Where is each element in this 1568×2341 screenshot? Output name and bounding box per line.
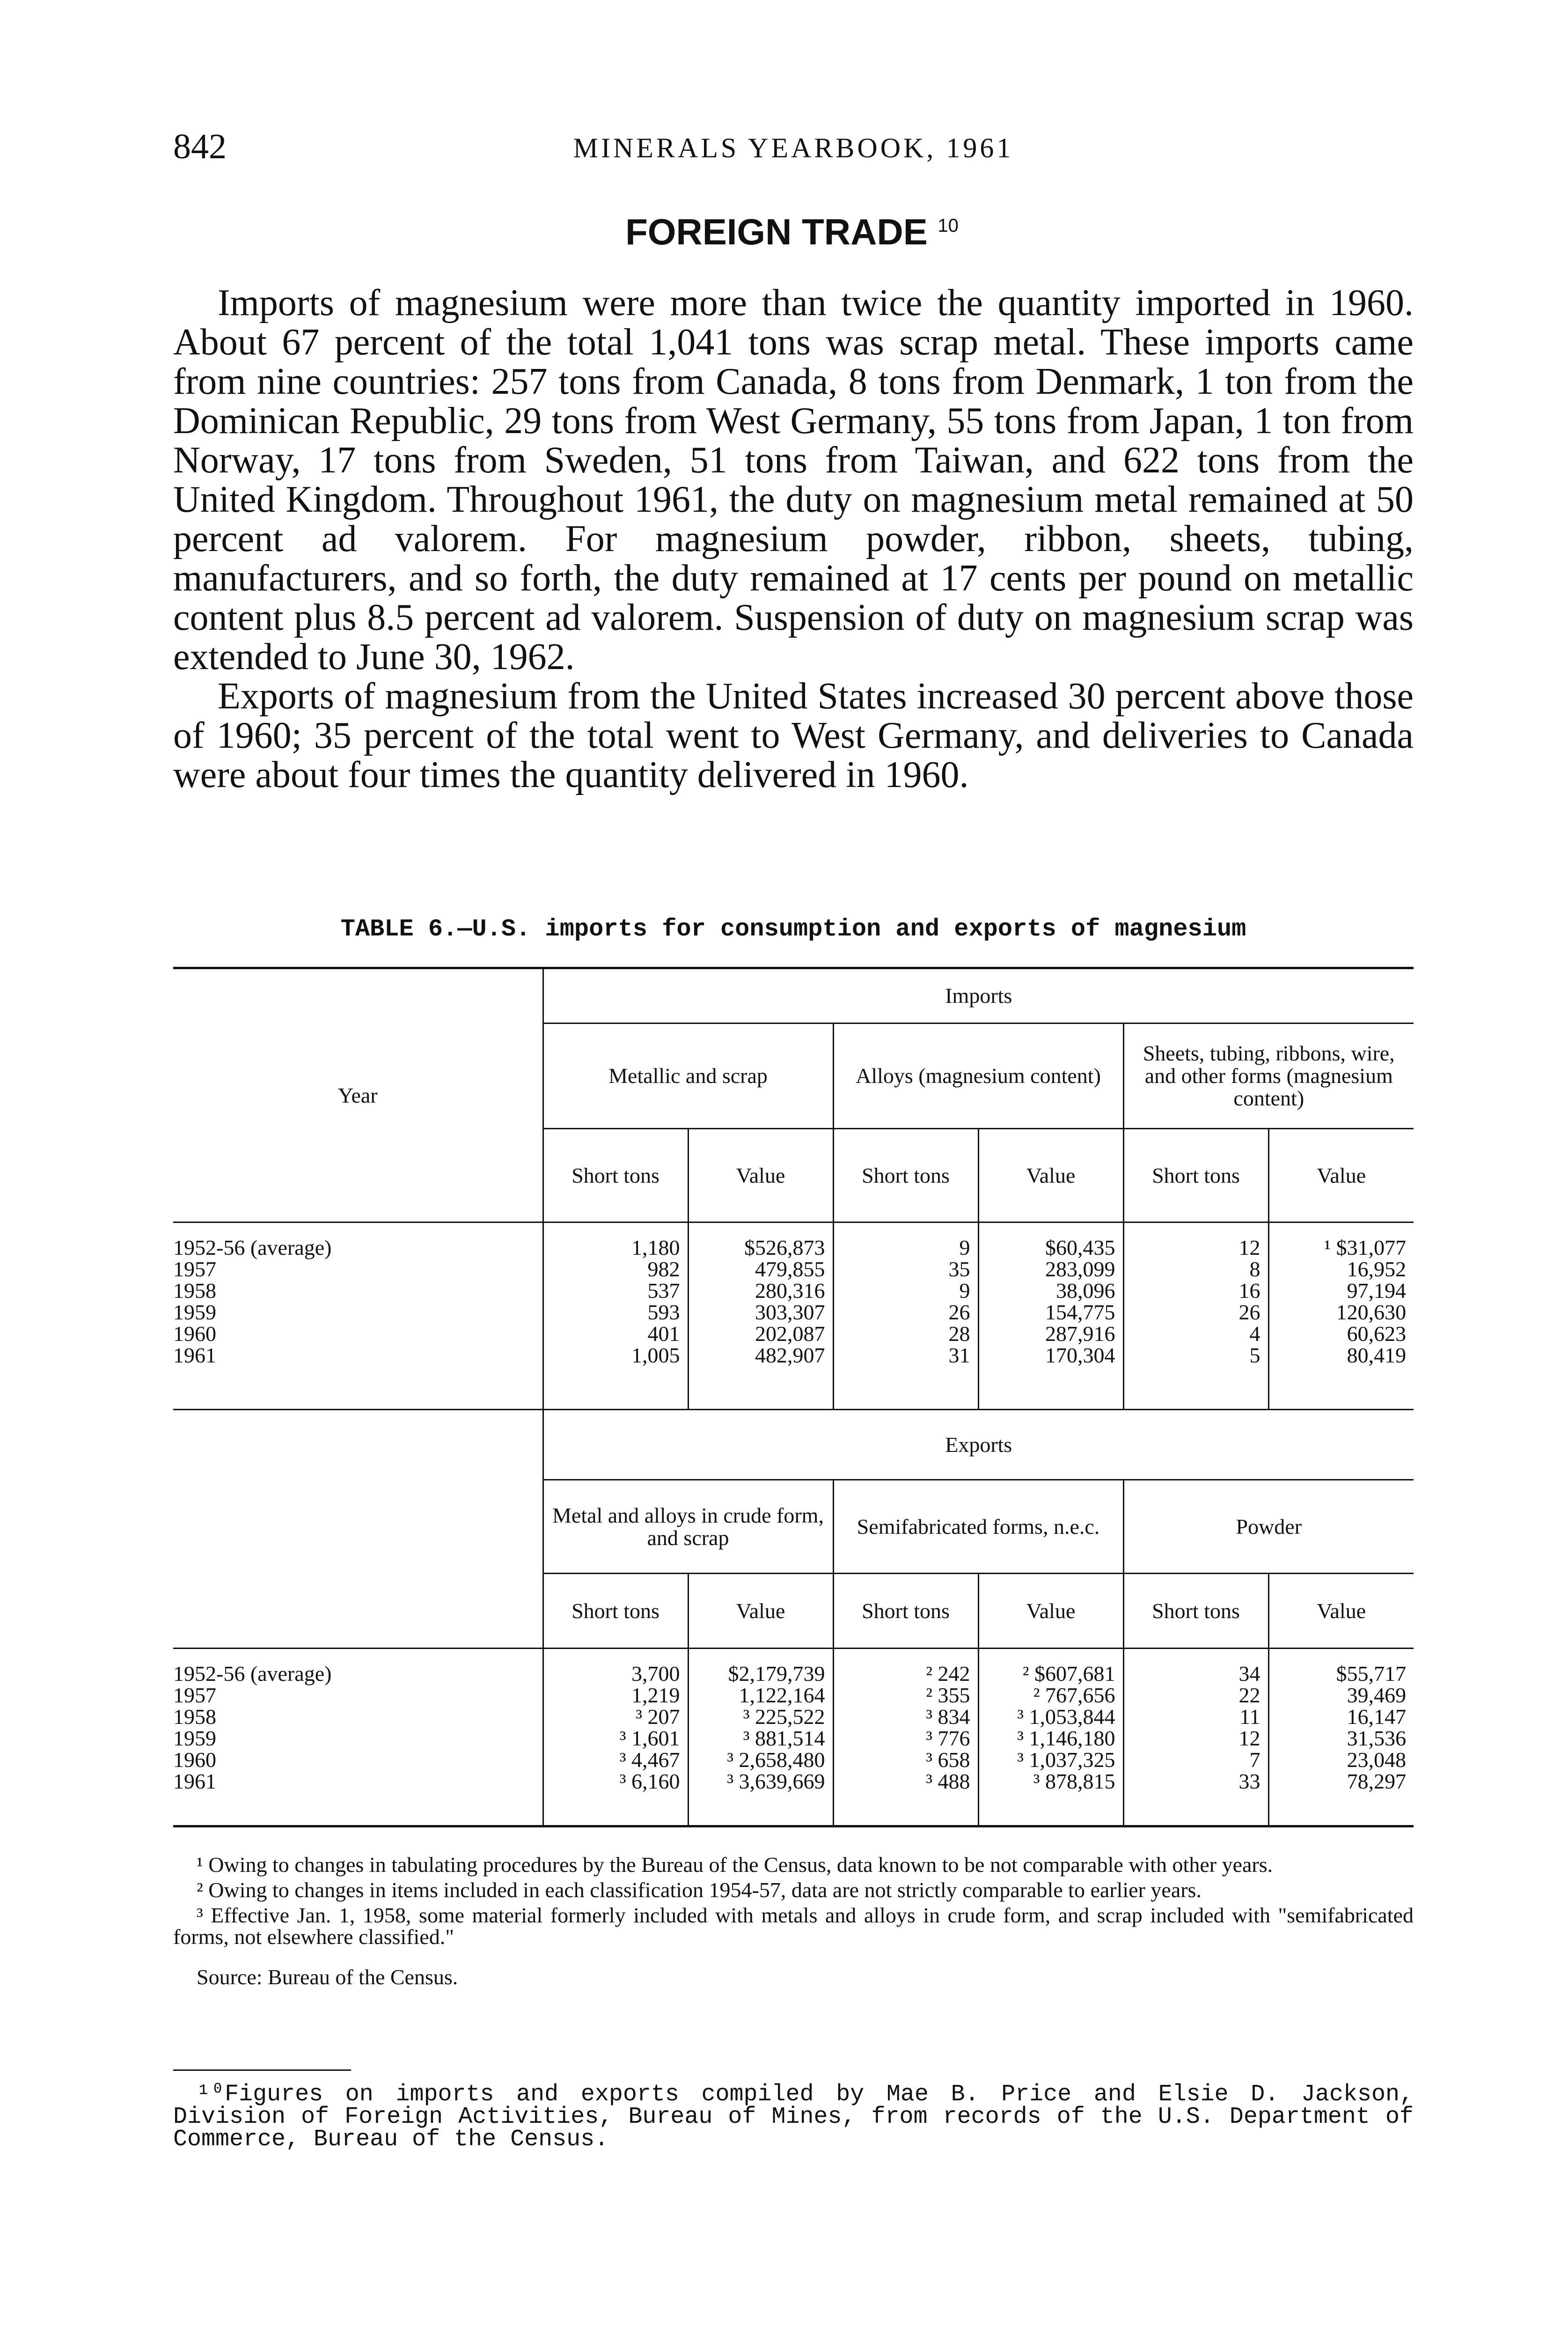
imports-group-sheets: Sheets, tubing, ribbons, wire, and other forms (magnesium content) <box>1123 1023 1414 1129</box>
col-value: Value <box>688 1574 833 1649</box>
col-value: Value <box>688 1129 833 1222</box>
magnesium-trade-table <box>173 967 1414 1827</box>
data-table <box>173 967 1414 1827</box>
imports-metallic-tons: 1,180 982 537 593 401 1,005 <box>543 1222 688 1410</box>
page-number: 842 <box>173 127 227 166</box>
table-note-1: ¹ Owing to changes in tabulating procedures by the Bureau of the Census, data known to be not comparable with other years. <box>197 1853 1273 1877</box>
page-footnote: ¹⁰Figures on imports and exports compiled by Mae B. Price and Elsie D. Jackson, Division of Foreign Activities, Bureau of Mines, from records of the U.S. Department of Commerce, Bureau of the Census. <box>173 2081 1414 2153</box>
exports-metal-tons: 3,700 1,219 ³ 207 ³ 1,601 ³ 4,467 ³ 6,160 <box>543 1649 688 1826</box>
exports-years: 1952-56 (average) 1957 1958 1959 1960 1961 <box>173 1662 332 1793</box>
year-header: Year <box>337 1083 378 1107</box>
imports-alloys-value: $60,435 283,099 38,096 154,775 287,916 170,304 <box>978 1222 1123 1410</box>
table-source: Source: Bureau of the Census. <box>197 1965 458 1989</box>
exports-semifabricated-value: ² $607,681 ² 767,656 ³ 1,053,844 ³ 1,146,180 ³ 1,037,325 ³ 878,815 <box>978 1649 1123 1826</box>
exports-group-semifabricated: Semifabricated forms, n.e.c. <box>833 1480 1123 1574</box>
section-footnote-ref: 10 <box>938 215 959 236</box>
exports-powder-value: $55,717 39,469 16,147 31,536 23,048 78,297 <box>1268 1649 1414 1826</box>
imports-sheets-tons: 12 8 16 26 4 5 <box>1123 1222 1268 1410</box>
imports-header: Imports <box>543 968 1414 1023</box>
col-short-tons: Short tons <box>1123 1574 1268 1649</box>
table-notes <box>173 1854 1414 1992</box>
col-short-tons: Short tons <box>1123 1129 1268 1222</box>
col-value: Value <box>1268 1129 1414 1222</box>
exports-powder-tons: 34 22 11 12 7 33 <box>1123 1649 1268 1826</box>
exports-semifabricated-tons: ² 242 ² 355 ³ 834 ³ 776 ³ 658 ³ 488 <box>833 1649 978 1826</box>
imports-years: 1952-56 (average) 1957 1958 1959 1960 1961 <box>173 1236 332 1367</box>
running-head: MINERALS YEARBOOK, 1961 <box>573 133 1014 163</box>
col-short-tons: Short tons <box>833 1129 978 1222</box>
table-note-2: ² Owing to changes in items included in each classification 1954-57, data are not strictly comparable to earlier years. <box>197 1878 1202 1902</box>
page-header <box>173 126 1414 173</box>
imports-alloys-tons: 9 35 9 26 28 31 <box>833 1222 978 1410</box>
col-short-tons: Short tons <box>833 1574 978 1649</box>
imports-group-metallic: Metallic and scrap <box>543 1023 833 1129</box>
col-value: Value <box>978 1129 1123 1222</box>
body-text <box>173 283 1414 795</box>
col-short-tons: Short tons <box>543 1129 688 1222</box>
section-title-text: FOREIGN TRADE <box>625 211 928 252</box>
table-note-3: ³ Effective Jan. 1, 1958, some material formerly included with metals and alloys in crude form, and scrap included with "semifabricated forms, not elsewhere classified." <box>173 1903 1414 1949</box>
exports-group-metal: Metal and alloys in crude form, and scrap <box>543 1480 833 1574</box>
imports-metallic-value: $526,873 479,855 280,316 303,307 202,087 482,907 <box>688 1222 833 1410</box>
col-value: Value <box>1268 1574 1414 1649</box>
imports-sheets-value: ¹ $31,077 16,952 97,194 120,630 60,623 80,419 <box>1268 1222 1414 1410</box>
table-title: TABLE 6.—U.S. imports for consumption and exports of magnesium <box>340 915 1246 943</box>
imports-group-alloys: Alloys (magnesium content) <box>833 1023 1123 1129</box>
col-short-tons: Short tons <box>543 1574 688 1649</box>
paragraph-imports: Imports of magnesium were more than twice the quantity imported in 1960. About 67 percent of the total 1,041 tons was scrap metal. These imports came from nine countries: 257 tons from Canada, 8 tons from Denmark, 1 ton from the Dominican Republic, 29 tons from West Germany, 55 tons from Japan, 1 ton from Norway, 17 tons from Sweden, 51 tons from Taiwan, and 622 tons from the United Kingdom. Throughout 1961, the duty on magnesium metal remained at 50 percent ad valorem. For magnesium powder, ribbon, sheets, tubing, manufacturers, and so forth, the duty remained at 17 cents per pound on metallic content plus 8.5 percent ad valorem. Suspension of duty on magnesium scrap was extended to June 30, 1962. <box>173 282 1414 677</box>
exports-header: Exports <box>543 1410 1414 1480</box>
exports-metal-value: $2,179,739 1,122,164 ³ 225,522 ³ 881,514 ³ 2,658,480 ³ 3,639,669 <box>688 1649 833 1826</box>
section-title <box>173 211 1414 253</box>
footnote-divider <box>173 2069 351 2071</box>
paragraph-exports: Exports of magnesium from the United States increased 30 percent above those of 1960; 35 percent of the total went to West Germany, and deliveries to Canada were about four times the quantity delivered in 1960. <box>173 676 1414 795</box>
exports-group-powder: Powder <box>1123 1480 1414 1574</box>
col-value: Value <box>978 1574 1123 1649</box>
